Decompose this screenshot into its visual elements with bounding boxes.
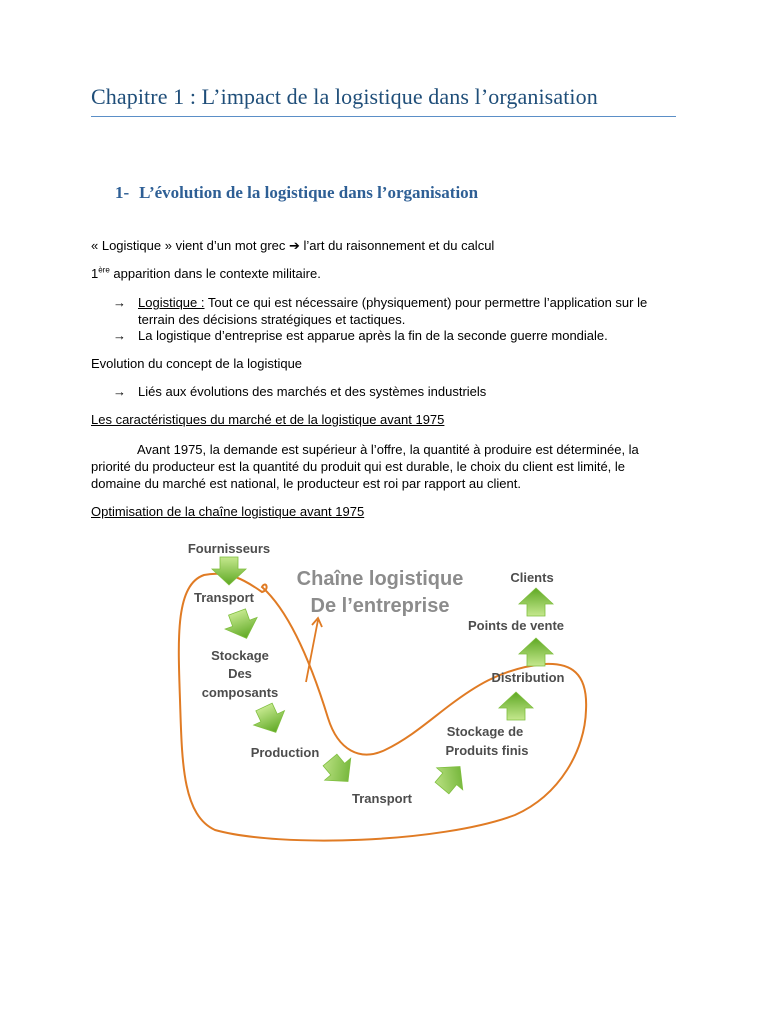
etymology-after: l’art du raisonnement et du calcul — [299, 238, 495, 253]
label-stockage-pf-line-2: Produits finis — [445, 743, 529, 758]
first-appearance-number: 1 — [91, 266, 99, 281]
label-transport-bottom: Transport — [352, 791, 412, 806]
label-clients: Clients — [510, 570, 554, 585]
evolution-bullet-text: Liés aux évolutions des marchés et des systèmes industriels — [138, 384, 487, 399]
green-arrow-down-icon — [249, 700, 292, 740]
chapter-title: Chapitre 1 : L’impact de la logistique dans l’organisation — [91, 84, 598, 109]
label-production: Production — [250, 745, 320, 760]
green-arrow-down-icon — [221, 606, 263, 644]
definition-term: Logistique : — [138, 295, 205, 310]
definition-line-2: terrain des décisions stratégiques et tactiques. — [138, 312, 406, 327]
label-distribution: Distribution — [491, 670, 565, 685]
title-pointer-arrow — [306, 618, 322, 682]
green-arrow-up-icon — [519, 588, 553, 616]
paragraph-line-1: Avant 1975, la demande est supérieur à l’offre, la quantité à produire est déterminée, la — [137, 442, 639, 457]
paragraph-line-2: priorité du producteur est la quantité du produit qui est durable, le choix du client est limité, le — [91, 459, 626, 474]
label-stockage-pf-line-1: Stockage de — [446, 724, 524, 739]
section-number: 1- — [115, 183, 130, 202]
label-points-de-vente: Points de vente — [467, 618, 565, 633]
label-transport-top: Transport — [194, 590, 254, 605]
green-arrow-up-icon — [499, 692, 533, 720]
bullet-arrow-icon: → — [113, 295, 126, 310]
label-stockage-line-1: Stockage — [211, 648, 269, 663]
first-appearance-text: apparition dans le contexte militaire. — [109, 266, 321, 281]
etymology-before: « Logistique » vient d’un mot grec — [91, 238, 290, 253]
figure-title-line-1: Chaîne logistique — [296, 568, 464, 590]
supply-chain-diagram — [170, 533, 610, 843]
label-stockage-line-2: Des — [228, 666, 252, 681]
definition-text: Tout ce qui est nécessaire (physiquement) pour permettre l’application sur le — [204, 295, 648, 310]
label-fournisseurs: Fournisseurs — [187, 541, 271, 556]
paragraph-line-3: domaine du marché est national, le producteur est roi par rapport au client. — [91, 476, 521, 491]
green-arrow-down-icon — [212, 557, 246, 585]
supply-chain-figure — [170, 533, 610, 843]
bullet-arrow-icon: → — [113, 328, 126, 343]
bullet-arrow-icon: → — [113, 384, 126, 399]
first-appearance-superscript: ère — [98, 265, 110, 275]
definition-line-1 — [138, 294, 647, 311]
green-arrow-up-icon — [519, 638, 553, 666]
title-underline — [91, 116, 676, 117]
enterprise-bullet-text: La logistique d’entreprise est apparue après la fin de la seconde guerre mondiale. — [138, 328, 608, 343]
etymology-line — [91, 237, 494, 254]
label-stockage-line-3: composants — [201, 685, 279, 700]
first-appearance-line — [91, 265, 321, 282]
figure-heading: Optimisation de la chaîne logistique avant 1975 — [91, 504, 365, 519]
right-arrow-icon: ➔ — [289, 238, 300, 253]
market-heading: Les caractéristiques du marché et de la logistique avant 1975 — [91, 412, 445, 427]
figure-title-line-2: De l’entreprise — [310, 595, 450, 617]
evolution-heading: Evolution du concept de la logistique — [91, 356, 303, 371]
green-arrow-down-icon — [317, 749, 361, 792]
green-arrow-up-icon — [429, 756, 473, 799]
section-title: L’évolution de la logistique dans l’organisation — [139, 183, 479, 202]
section-heading — [115, 183, 478, 203]
